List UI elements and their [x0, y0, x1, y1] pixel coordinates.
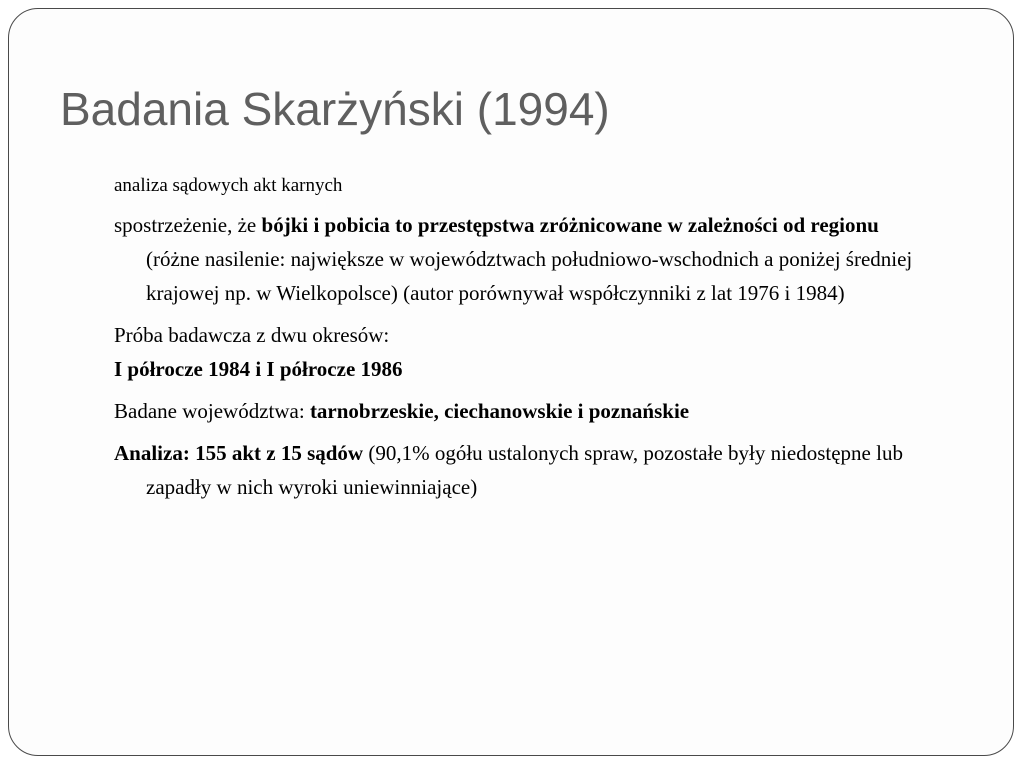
bullet-emphasis: tarnobrzeskie, ciechanowskie i poznańskie: [309, 399, 690, 423]
bullet-text: spostrzeżenie, że: [114, 213, 262, 237]
bullet-emphasis: bójki i pobicia to przestępstwa zróżnicowane w zależności od regionu: [261, 213, 879, 237]
bullet-item: [114, 394, 914, 428]
bullet-list: [114, 170, 914, 504]
bullet-item: [114, 318, 914, 386]
bullet-text: Badane województwa:: [114, 399, 310, 423]
slide-title: Badania Skarżyński (1994): [60, 83, 610, 135]
bullet-item: [114, 170, 914, 202]
bullet-emphasis: I półrocze 1984 i I półrocze 1986: [114, 357, 403, 381]
bullet-text: analiza sądowych akt karnych: [114, 175, 343, 196]
bullet-item: [114, 208, 914, 310]
bullet-text: (90,1% ogółu ustalonych spraw, pozostałe były niedostępne lub zapadły w nich wyroki uniewinniające): [146, 441, 903, 499]
bullet-emphasis: Analiza: 155 akt z 15 sądów: [114, 441, 364, 465]
bullet-text: (różne nasilenie: największe w województwach południowo-wschodnich a poniżej średniej krajowej np. w Wielkopolsce) (autor porównywał współczynniki z lat 1976 i 1984): [146, 247, 913, 305]
bullet-text: Próba badawcza z dwu okresów:: [114, 323, 390, 347]
bullet-item: [114, 436, 914, 504]
